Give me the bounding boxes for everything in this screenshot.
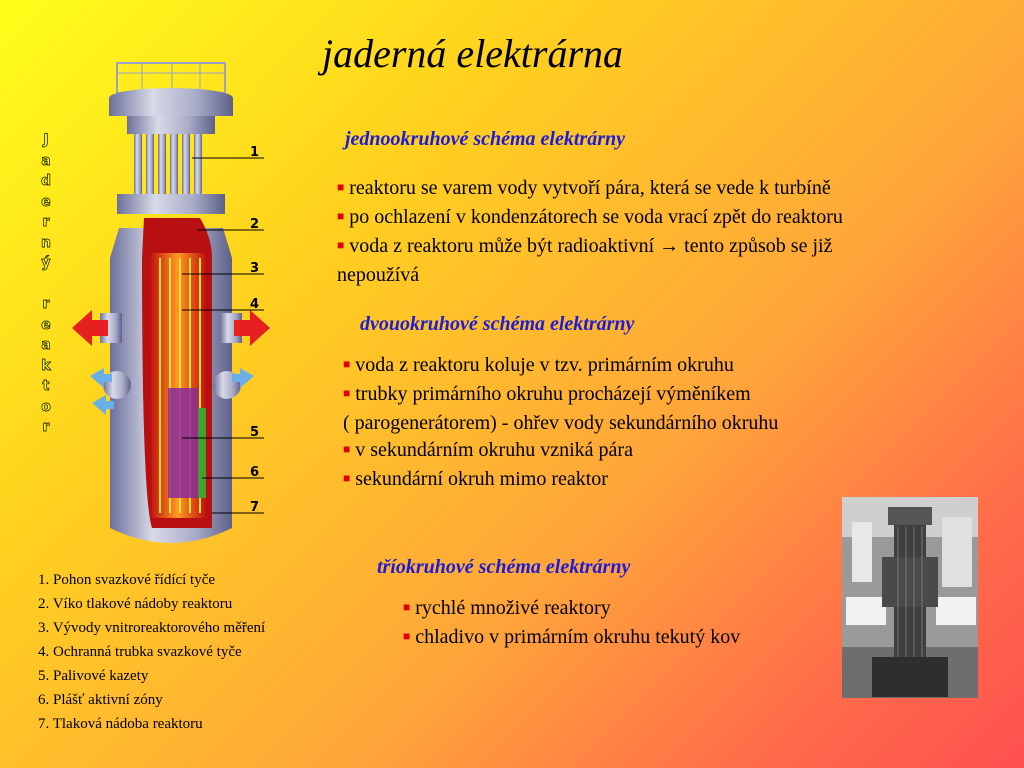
slide-title: jaderná elektrárna [322,31,624,76]
reactor-photo [842,497,978,698]
vertical-label-char: J [43,132,49,148]
vertical-label-char: r [42,214,50,230]
section-list-jednookruhove [337,175,843,289]
vertical-label-char: e [41,193,51,210]
list-item: ■ reaktoru se varem vody vytvoří pára, která se vede k turbíně [337,177,831,199]
list-item: ■ chladivo v primárním okruhu tekutý kov [403,626,741,648]
vertical-label-char: e [41,316,51,333]
vertical-label [38,130,54,438]
legend-item: 1. Pohon svazkové řídící tyče [38,572,216,588]
list-item: ■ po ochlazení v kondenzátorech se voda vrací zpět do reaktoru [337,206,843,228]
list-item: ■ trubky primárního okruhu procházejí výměníkem [343,383,751,405]
vertical-label-char: n [41,234,51,251]
section-list-dvouokruhove [343,352,778,495]
vertical-label-char: k [41,357,51,374]
section-heading-triokruhove: tříokruhové schéma elektrárny [377,556,631,578]
diagram-number: 6 [250,465,260,480]
diagram-number: 2 [250,217,260,232]
diagram-number: 4 [250,297,260,312]
vertical-label-char: r [42,419,50,435]
legend-item: 3. Vývody vnitroreaktorového měření [38,620,266,636]
vertical-label-char: t [42,378,50,394]
section-heading-jednookruhove: jednookruhové schéma elektrárny [345,128,625,150]
vertical-label-char: a [41,337,51,353]
list-item: ■ voda z reaktoru může být radioaktivní → tento způsob se již [337,235,833,257]
vertical-label-char [38,274,54,295]
list-item: ■ v sekundárním okruhu vzniká pára [343,439,633,461]
list-item-continuation: nepoužívá [337,264,420,286]
list-item-continuation: ( parogenerátorem) - ohřev vody sekundárního okruhu [343,412,779,434]
diagram-number: 1 [250,145,260,160]
diagram-number: 7 [250,500,260,515]
legend-item: 5. Palivové kazety [38,668,149,684]
diagram-number: 3 [250,261,260,276]
legend-item: 7. Tlaková nádoba reaktoru [38,716,203,732]
vertical-label-char: r [42,296,50,312]
vertical-label-char: a [41,152,51,169]
list-item: ■ sekundární okruh mimo reaktor [343,468,608,490]
legend-item: 4. Ochranná trubka svazkové tyče [38,644,242,660]
diagram-legend [38,568,265,736]
list-item: ■ voda z reaktoru koluje v tzv. primárním okruhu [343,354,734,376]
legend-item: 2. Víko tlakové nádoby reaktoru [38,596,233,612]
legend-item: 6. Plášť aktivní zóny [38,692,163,708]
reactor-diagram [72,58,302,558]
vertical-label-char: ý [41,255,51,271]
section-heading-dvouokruhove: dvouokruhové schéma elektrárny [360,313,635,335]
diagram-number: 5 [250,425,260,440]
list-item: ■ rychlé množivé reaktory [403,597,611,619]
vertical-label-char: o [41,398,51,415]
vertical-label-char: d [40,173,52,189]
section-list-triokruhove [403,595,740,653]
